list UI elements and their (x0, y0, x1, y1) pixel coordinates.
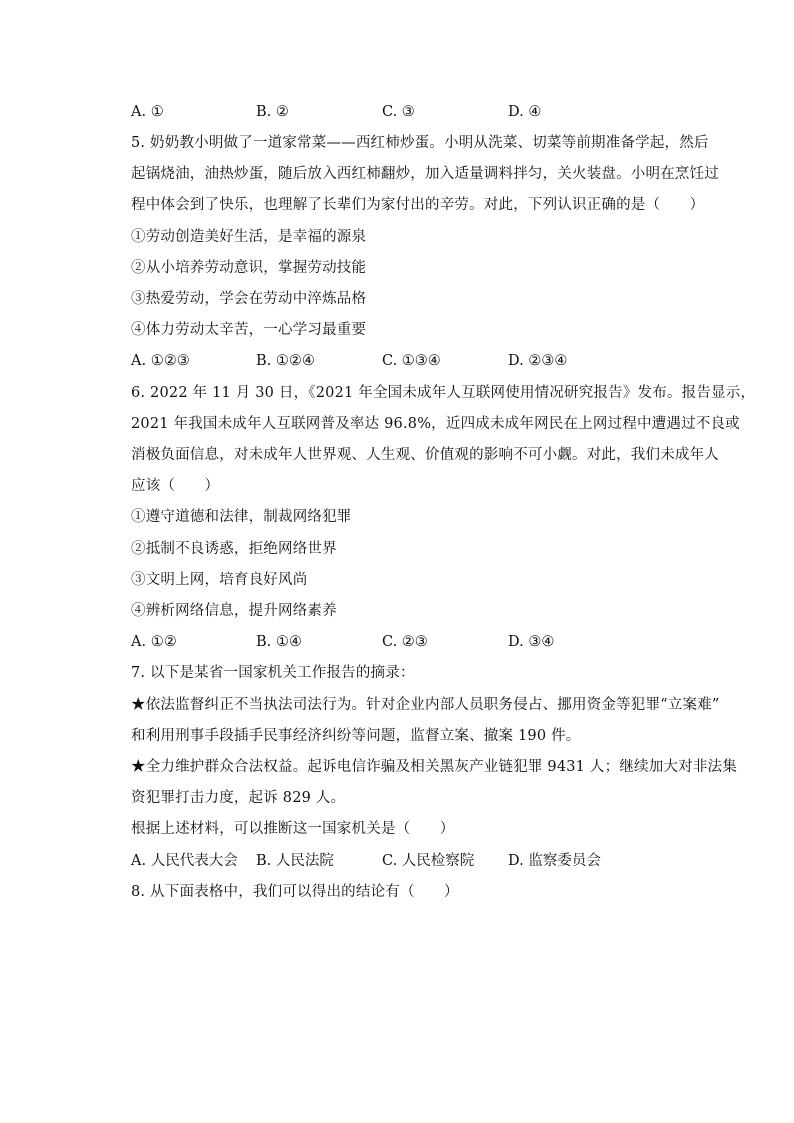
q6-option-d: D. ③④ (508, 634, 555, 650)
q5-stem-line: 程中体会到了快乐，也理解了长辈们为家付出的辛劳。对此，下列认识正确的是（ ） (131, 197, 705, 213)
q6-option-c: C. ②③ (382, 634, 428, 650)
q5-item-1: ①劳动创造美好生活，是幸福的源泉 (131, 229, 367, 245)
q7-material-line: 资犯罪打击力度，起诉 829 人。 (131, 790, 346, 806)
q6-item-4: ④辨析网络信息，提升网络素养 (131, 603, 337, 619)
q5-option-a: A. ①②③ (131, 353, 190, 369)
q6-stem-line: 消极负面信息，对未成年人世界观、人生观、价值观的影响不可小觑。对此，我们未成年人 (131, 447, 719, 463)
q5-item-3: ③热爱劳动，学会在劳动中淬炼品格 (131, 291, 367, 307)
q6-option-b: B. ①④ (256, 634, 302, 650)
q7-stem-line: 7. 以下是某省一国家机关工作报告的摘录： (131, 665, 415, 681)
q6-option-a: A. ①② (131, 634, 177, 650)
q6-item-3: ③文明上网，培育良好风尚 (131, 572, 308, 588)
q6-stem-line: 应该（ ） (131, 478, 220, 494)
q5-stem-line: 起锅烧油，油热炒蛋，随后放入西红柿翻炒，加入适量调料拌匀，关火装盘。小明在烹饪过 (131, 166, 719, 182)
q7-material-line: ★依法监督纠正不当执法司法行为。针对企业内部人员职务侵占、挪用资金等犯罪“立案难” (131, 697, 720, 713)
q6-item-2: ②抵制不良诱惑，拒绝网络世界 (131, 541, 337, 557)
q5-stem-line: 5. 奶奶教小明做了一道家常菜——西红柿炒蛋。小明从洗菜、切菜等前期准备学起，然后 (131, 135, 709, 151)
q7-material-line: ★全力维护群众合法权益。起诉电信诈骗及相关黑灰产业链犯罪 9431 人；继续加大对非法集 (131, 759, 737, 775)
q5-option-d: D. ②③④ (508, 353, 568, 369)
q7-option-b: B. 人民法院 (256, 853, 334, 869)
q6-stem-line: 2021 年我国未成年人互联网普及率达 96.8%，近四成未成年网民在上网过程中遭遇过不良或 (131, 416, 740, 432)
q7-question-line: 根据上述材料，可以推断这一国家机关是（ ） (131, 821, 455, 837)
q4-option-b: B. ② (256, 104, 289, 120)
q6-stem-line: 6. 2022 年 11 月 30 日，《2021 年全国未成年人互联网使用情况研究报告》发布。报告显示， (131, 385, 756, 401)
q4-option-c: C. ③ (382, 104, 415, 120)
q5-item-2: ②从小培养劳动意识，掌握劳动技能 (131, 260, 367, 276)
q5-option-c: C. ①③④ (382, 353, 441, 369)
q7-option-c: C. 人民检察院 (382, 853, 475, 869)
q4-option-a: A. ① (131, 104, 164, 120)
q4-option-d: D. ④ (508, 104, 542, 120)
q7-option-a: A. 人民代表大会 (131, 853, 238, 869)
q7-material-line: 和利用刑事手段插手民事经济纠纷等问题，监督立案、撤案 190 件。 (131, 728, 581, 744)
q6-item-1: ①遵守道德和法律，制裁网络犯罪 (131, 509, 352, 525)
q7-option-d: D. 监察委员会 (508, 853, 601, 869)
q8-stem-line: 8. 从下面表格中，我们可以得出的结论有（ ） (131, 884, 459, 900)
q5-option-b: B. ①②④ (256, 353, 315, 369)
q5-item-4: ④体力劳动太辛苦，一心学习最重要 (131, 322, 367, 338)
